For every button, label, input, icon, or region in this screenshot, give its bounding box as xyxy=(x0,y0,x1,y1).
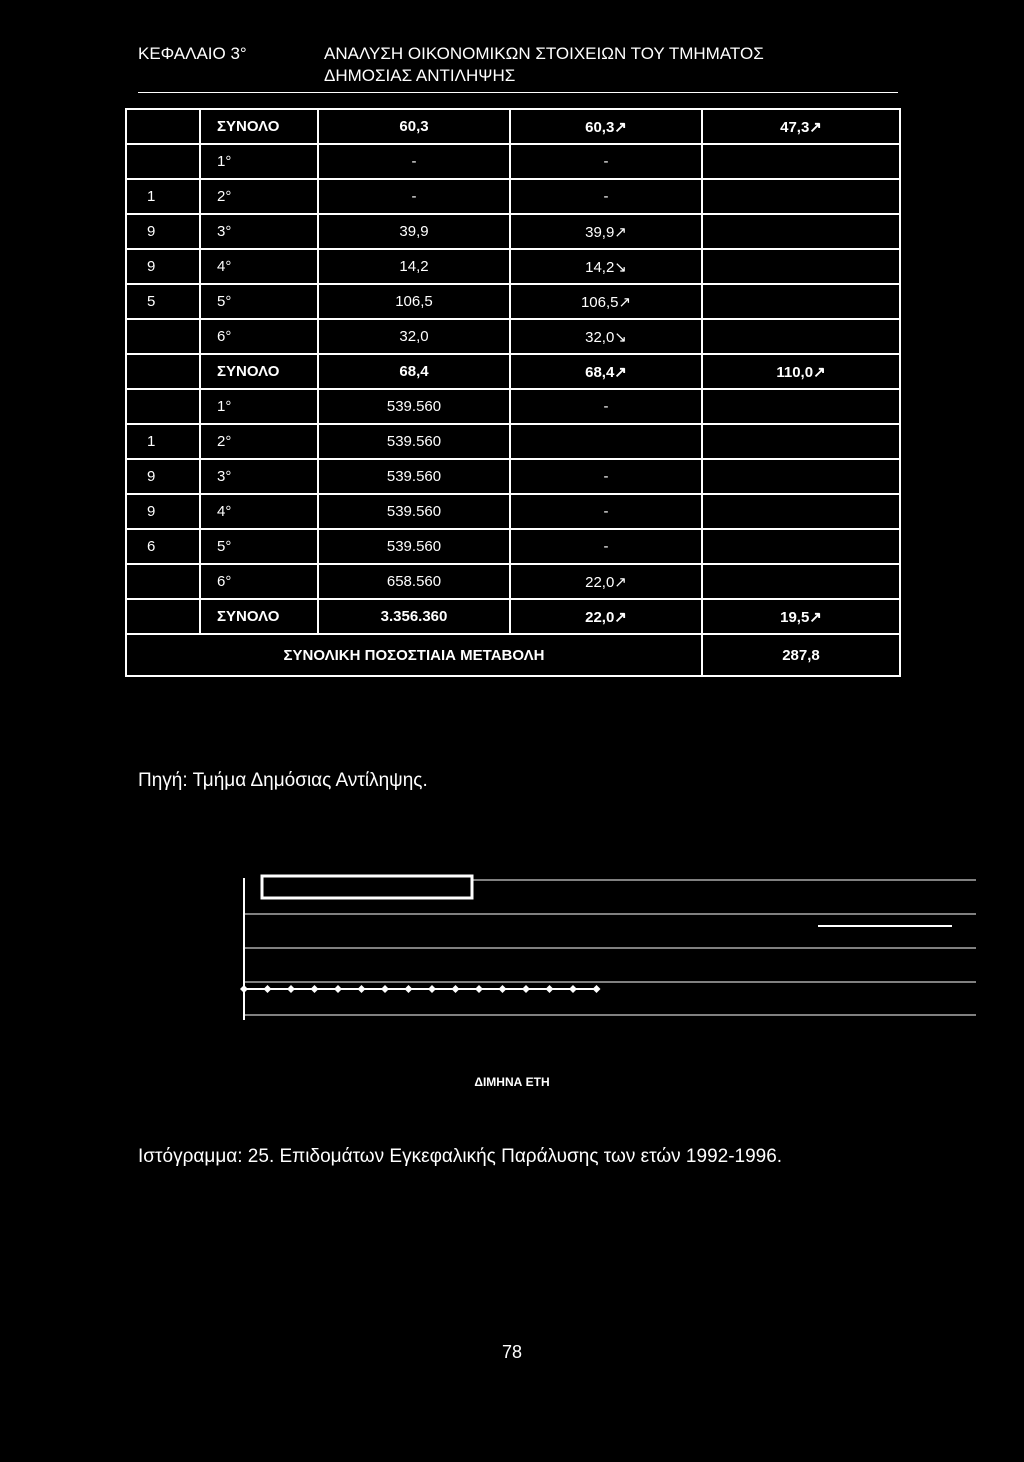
table-row xyxy=(126,424,900,459)
table-cell: 68,4↗ xyxy=(510,354,702,389)
table-row xyxy=(126,599,900,634)
table-cell xyxy=(510,424,702,459)
table-cell xyxy=(126,109,200,144)
page-number: 78 xyxy=(501,1342,523,1362)
legend-box xyxy=(262,876,472,898)
table-cell: 68,4 xyxy=(318,354,510,389)
table-cell: 9 xyxy=(126,249,200,284)
table-cell: - xyxy=(510,529,702,564)
table-row xyxy=(126,564,900,599)
header-title-line1: ΑΝΑΛΥΣΗ ΟΙΚΟΝΟΜΙΚΩΝ ΣΤΟΙΧΕΙΩΝ ΤΟΥ ΤΜΗΜΑΤΟΣ xyxy=(324,44,764,63)
table-cell: 1 xyxy=(126,424,200,459)
table-cell: 14,2↘ xyxy=(510,249,702,284)
table-cell xyxy=(702,529,900,564)
table-cell: - xyxy=(318,179,510,214)
table-cell: 6° xyxy=(200,564,318,599)
table-cell xyxy=(126,389,200,424)
data-table xyxy=(125,108,901,677)
table-cell: 60,3↗ xyxy=(510,109,702,144)
chart xyxy=(236,870,976,1030)
data-point xyxy=(405,985,413,993)
table-cell: 110,0↗ xyxy=(702,354,900,389)
table-cell xyxy=(702,319,900,354)
table-cell: 5° xyxy=(200,284,318,319)
table-row xyxy=(126,179,900,214)
data-point xyxy=(428,985,436,993)
table-cell: - xyxy=(510,494,702,529)
table-row xyxy=(126,284,900,319)
table-cell xyxy=(702,249,900,284)
table-cell: 4° xyxy=(200,494,318,529)
table-row xyxy=(126,529,900,564)
data-point xyxy=(240,985,248,993)
source-note: Πηγή: Τμήμα Δημόσιας Αντίληψης. xyxy=(138,770,428,791)
table-cell xyxy=(126,564,200,599)
table-cell xyxy=(702,564,900,599)
table-row xyxy=(126,354,900,389)
table-cell: 60,3 xyxy=(318,109,510,144)
chart-svg xyxy=(236,870,976,1030)
table-cell: - xyxy=(510,144,702,179)
table-cell xyxy=(126,354,200,389)
table-cell: 3.356.360 xyxy=(318,599,510,634)
table-cell: 9 xyxy=(126,494,200,529)
table-cell: 39,9 xyxy=(318,214,510,249)
table-cell: 6 xyxy=(126,529,200,564)
data-point xyxy=(522,985,530,993)
table-cell: 1 xyxy=(126,179,200,214)
table-cell: 106,5 xyxy=(318,284,510,319)
table-cell xyxy=(702,144,900,179)
table-row xyxy=(126,459,900,494)
figure-caption: Ιστόγραμμα: 25. Επιδομάτων Εγκεφαλικής Παράλυσης των ετών 1992-1996. xyxy=(138,1146,783,1167)
table-cell: ΣΥΝΟΛΟ xyxy=(200,354,318,389)
table-cell xyxy=(126,319,200,354)
header-rule xyxy=(138,92,898,93)
table-cell: - xyxy=(318,144,510,179)
data-point xyxy=(311,985,319,993)
table-cell: 4° xyxy=(200,249,318,284)
total-change-label: ΣΥΝΟΛΙΚΗ ΠΟΣΟΣΤΙΑΙΑ ΜΕΤΑΒΟΛΗ xyxy=(126,634,702,676)
table-cell: - xyxy=(510,179,702,214)
table-cell: 539.560 xyxy=(318,389,510,424)
table-cell xyxy=(126,599,200,634)
table-cell: 14,2 xyxy=(318,249,510,284)
table-cell: 539.560 xyxy=(318,459,510,494)
table-cell: 2° xyxy=(200,179,318,214)
table-row xyxy=(126,109,900,144)
total-change-value: 287,8 xyxy=(702,634,900,676)
table-cell: 9 xyxy=(126,214,200,249)
table-cell: 47,3↗ xyxy=(702,109,900,144)
table-cell: ΣΥΝΟΛΟ xyxy=(200,109,318,144)
table-cell xyxy=(126,144,200,179)
table-row xyxy=(126,214,900,249)
x-axis-label: ΔΙΜΗΝΑ ΕΤΗ xyxy=(474,1075,550,1089)
table-cell: 539.560 xyxy=(318,494,510,529)
table-cell: 32,0 xyxy=(318,319,510,354)
table-cell: 2° xyxy=(200,424,318,459)
table-cell: 539.560 xyxy=(318,424,510,459)
table-cell: 5 xyxy=(126,284,200,319)
table-cell: 3° xyxy=(200,459,318,494)
table-cell: 658.560 xyxy=(318,564,510,599)
data-point xyxy=(475,985,483,993)
table-cell: 1° xyxy=(200,389,318,424)
table-cell xyxy=(702,459,900,494)
table-cell: 39,9↗ xyxy=(510,214,702,249)
table-row xyxy=(126,249,900,284)
table-cell: 539.560 xyxy=(318,529,510,564)
data-point xyxy=(264,985,272,993)
table-cell xyxy=(702,389,900,424)
table-cell: - xyxy=(510,459,702,494)
data-point xyxy=(546,985,554,993)
table-cell: 19,5↗ xyxy=(702,599,900,634)
data-point xyxy=(499,985,507,993)
header-title-line2: ΔΗΜΟΣΙΑΣ ΑΝΤΙΛΗΨΗΣ xyxy=(324,66,516,85)
data-point xyxy=(381,985,389,993)
table-cell xyxy=(702,214,900,249)
chapter-label: ΚΕΦΑΛΑΙΟ 3° xyxy=(138,44,247,63)
page-header xyxy=(138,44,898,94)
data-point xyxy=(593,985,601,993)
table-cell: 22,0↗ xyxy=(510,564,702,599)
table-total-row xyxy=(126,634,900,676)
table-row xyxy=(126,144,900,179)
table-cell: 22,0↗ xyxy=(510,599,702,634)
data-point xyxy=(287,985,295,993)
data-point xyxy=(452,985,460,993)
data-point xyxy=(569,985,577,993)
table-cell: - xyxy=(510,389,702,424)
table-cell: 6° xyxy=(200,319,318,354)
table-cell xyxy=(702,284,900,319)
table-cell xyxy=(702,424,900,459)
table-cell xyxy=(702,494,900,529)
table-row xyxy=(126,389,900,424)
data-point xyxy=(358,985,366,993)
table-cell: 5° xyxy=(200,529,318,564)
table-cell: 1° xyxy=(200,144,318,179)
table-cell: 106,5↗ xyxy=(510,284,702,319)
table-cell: ΣΥΝΟΛΟ xyxy=(200,599,318,634)
table-cell: 3° xyxy=(200,214,318,249)
table-row xyxy=(126,494,900,529)
table-row xyxy=(126,319,900,354)
data-point xyxy=(334,985,342,993)
table-cell: 9 xyxy=(126,459,200,494)
table-cell xyxy=(702,179,900,214)
table-cell: 32,0↘ xyxy=(510,319,702,354)
